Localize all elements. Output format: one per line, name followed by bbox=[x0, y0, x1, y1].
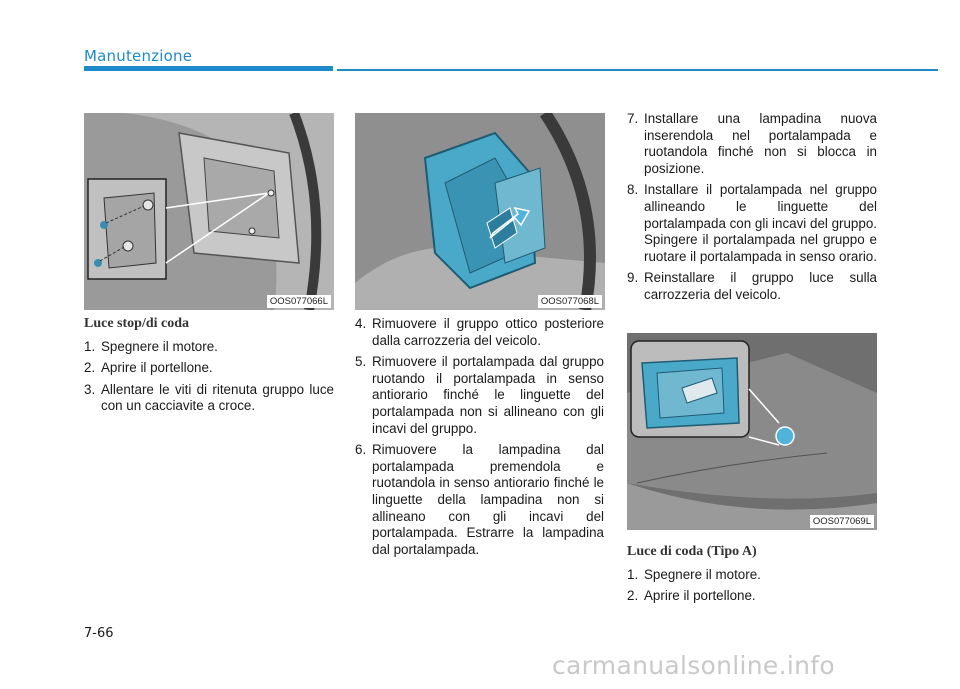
column-3-bottom bbox=[627, 544, 877, 610]
column-3-top bbox=[627, 111, 877, 309]
figure-illustration bbox=[355, 113, 605, 310]
step-item bbox=[355, 316, 604, 349]
watermark: carmanualsonline.info bbox=[552, 651, 835, 680]
figure-code: OOS077069L bbox=[810, 515, 874, 528]
step-text: Reinstallare il gruppo luce sulla carrozzeria del veicolo. bbox=[644, 270, 877, 302]
step-text: Spegnere il motore. bbox=[644, 566, 761, 582]
section-title: Manutenzione bbox=[84, 47, 193, 65]
step-number: 1. bbox=[627, 566, 639, 582]
step-number: 8. bbox=[627, 182, 639, 198]
step-number: 4. bbox=[355, 316, 367, 331]
figure-tail-lamp-screws bbox=[84, 113, 334, 310]
page-number: 7-66 bbox=[84, 626, 114, 641]
figure-tail-lamp-type-a bbox=[627, 333, 877, 530]
step-number: 2. bbox=[627, 588, 639, 604]
step-item bbox=[355, 442, 604, 558]
step-item bbox=[627, 182, 877, 265]
step-number: 9. bbox=[627, 270, 639, 286]
step-item bbox=[627, 567, 877, 584]
figure-code: OOS077068L bbox=[538, 295, 602, 308]
step-number: 6. bbox=[355, 442, 367, 458]
figure-illustration bbox=[627, 333, 877, 530]
header-rule-thin bbox=[337, 69, 938, 71]
section-heading-stop-tail: Luce stop/di coda bbox=[84, 316, 190, 331]
step-number: 7. bbox=[627, 111, 639, 126]
section-heading-tail-type-a: Luce di coda (Tipo A) bbox=[627, 544, 757, 559]
step-item bbox=[627, 588, 877, 605]
step-text: Aprire il portellone. bbox=[644, 588, 756, 604]
step-text: Allentare le viti di ritenuta gruppo luce con un cacciavite a croce. bbox=[101, 381, 334, 414]
step-number: 1. bbox=[84, 338, 96, 354]
step-text: Installare una lampadina nuova inserendola nel portalampada e ruotandola finché non si blocca in posizione. bbox=[644, 111, 877, 176]
column-1 bbox=[84, 316, 334, 420]
step-text: Rimuovere la lampadina dal portalampada premendola e ruotandola in senso antiorario finché le linguette della lampadina non si allineano con gli incavi del portalampada. Estrarre la lampadina dal portalampada. bbox=[372, 442, 604, 557]
figure-illustration bbox=[84, 113, 334, 310]
step-item bbox=[84, 360, 334, 377]
step-item bbox=[627, 270, 877, 303]
step-text: Aprire il portellone. bbox=[101, 360, 213, 376]
step-text: Rimuovere il gruppo ottico posteriore dalla carrozzeria del veicolo. bbox=[372, 316, 604, 348]
step-number: 2. bbox=[84, 360, 96, 376]
step-text: Rimuovere il portalampada dal gruppo ruotando il portalampada in senso antiorario finché le linguette del portalampada non si allineano con gli incavi del gruppo. bbox=[372, 354, 604, 436]
figure-code: OOS077066L bbox=[267, 295, 331, 308]
step-number: 5. bbox=[355, 354, 367, 370]
column-2 bbox=[355, 316, 604, 563]
step-number: 3. bbox=[84, 381, 96, 397]
step-item bbox=[84, 382, 334, 415]
step-text: Installare il portalampada nel gruppo allineando le linguette del portalampada con gli incavi del gruppo. Spingere il portalampada nel gruppo e ruotare il portalampada in senso orario. bbox=[644, 182, 877, 264]
step-item bbox=[627, 111, 877, 177]
step-text: Spegnere il motore. bbox=[101, 338, 218, 354]
header-rule-thick bbox=[84, 66, 333, 71]
step-item bbox=[84, 339, 334, 356]
figure-lamp-holder-removal bbox=[355, 113, 605, 310]
step-item bbox=[355, 354, 604, 437]
